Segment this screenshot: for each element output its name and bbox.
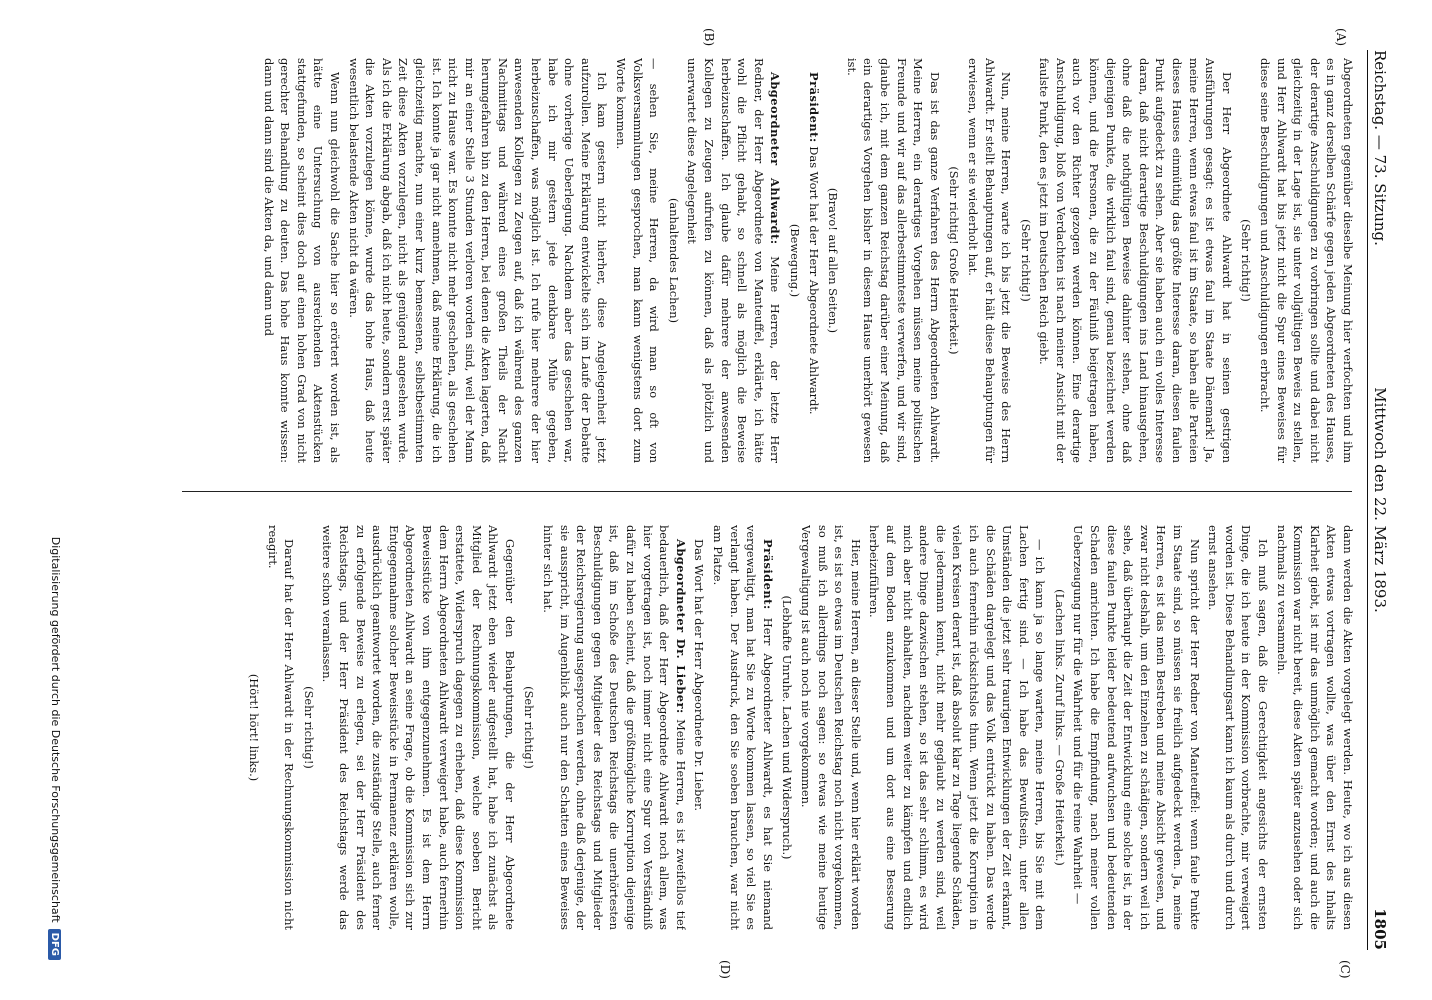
margin-mark-b: (B)	[702, 28, 716, 47]
paragraph: Abgeordneten gegenüber dieselbe Meinung hier verfochten und ihm es in ganz derselben Schärfe gegen jeden Abgeordneten des Hauses, der derartige Anschuldigungen zu vorbringen sollte und dabei nicht gleichzeitig in der Lage ist, sie unter vollgültigen Beweis zu stellen, und Herr Ahlwardt hat bis jetzt nicht die Spur eines Beweises für diese seine Beschuldigungen und Anschuldigungen erbracht.	[1258, 58, 1355, 463]
paragraph: Hier, meine Herren, an dieser Stelle und, wenn hier erklärt worden ist, es ist so etwas im Deutschen Reichstag noch nicht vorgekommen, so muß ich allerdings noch sagen: so etwas wie meine heutige Vergewaltigung ist auch noch nie vorgekommen.	[799, 525, 863, 930]
speaker-name: Präsident:	[760, 539, 775, 610]
right-column	[176, 525, 1356, 930]
paragraph: Nun spricht der Herr Redner von Manteuffel: wenn faule Punkte im Staate sind, so müssen sie freilich aufgedeckt werden. Ja, meine Herren, es ist das mein Bestreben und meine Absicht gewesen, und zwar nicht deshalb, um den Einzelnen zu schädigen, sondern weil ich sehe, daß überhaupt die Zeit der Entwicklung eine solche ist, in der diese faulen Punkte leider bedeutend aufwuchsen und bedeutenden Schaden anrichten. Ich habe die Empfindung, nach meiner vollen Ueberzeugung nur für die Wahrheit und für die reine Wahrheit —	[1071, 525, 1202, 930]
paragraph: Ich kam gestern nicht hierher, diese Angelegenheit jetzt aufzurollen. Meine Erklärung entwickelte sich im Laufe der Debatte ohne vorherige Ueberlegung. Nachdem aber das geschehen war, habe ich mir gestern jede denkbare Mühe gegeben, herbeizuschaffen, was möglich ist. Ich rufe hier mehrere der hier anwesenden Kollegen zu Zeugen auf, daß ich während des ganzen Nachmittags und während eines großen Theils der Nacht herumgefahren bin zu den Herren, bei denen die Akten lagerten, daß mir an einer Stelle 3 Stunden verloren worden sind, weil der Mann nicht zu Hause war. Es konnte nicht mehr geschehen, als geschehen ist. Ich konnte ja gar nicht annehmen, daß meine Erklärung, die ich gleichzeitig machte, nun einer kurz bemessenen, selbstbestimmten Zeit diese Akten vorzulegen, nicht als genügend angesehen wurde. Als ich die Erklärung abgab, daß ich nicht heute, sondern erst später die Akten vorzulegen könne, wurde das hohe Haus, daß heute wesentlich belastende Akten nicht da wären.	[346, 58, 610, 463]
speech-text: Das Wort hat der Herr Abgeordnete Ahlwardt.	[806, 146, 821, 415]
interjection: (Lebhafte Unruhe. Lachen und Widerspruch.)	[780, 595, 795, 860]
interjection: (anhaltendes Lachen)	[666, 197, 681, 324]
header-date: Mittwoch den 22. März 1893.	[1371, 387, 1389, 613]
paragraph: Darauf hat der Herr Ahlwardt in der Rechnungskommission nicht reagirt.	[265, 525, 297, 930]
interjection: (Lachen links. Zuruf links. — Große Heiterkeit.)	[1052, 589, 1067, 866]
speaker-name: Abgeordneter Ahlwardt:	[768, 72, 783, 245]
interjection: (Sehr richtig!)	[522, 686, 537, 769]
interjection: (Sehr richtig!)	[301, 686, 316, 769]
column-divider	[182, 491, 1352, 492]
page-number: 1805	[1371, 908, 1389, 950]
interjection: (Bewegung.)	[788, 223, 802, 298]
paragraph: Das Wort hat der Herr Abgeordnete Dr. Lieber.	[692, 539, 707, 811]
margin-mark-c: (C)	[1338, 960, 1352, 979]
paragraph: dann werden die Akten vorgelegt werden. Heute, wo ich aus diesen Akten etwas vortragen wollte, was über den Ernst des Inhalts Klarheit giebt, ist mir das unmöglich gemacht worden; und auch die Kommission war nicht bereit, diese Akten später anzusehen oder sich nachmals zu versammeln.	[1274, 525, 1355, 930]
speaker-paragraph	[805, 58, 822, 463]
speaker-paragraph	[709, 525, 775, 930]
paragraph: Das ist das ganze Verfahren des Herrn Abgeordneten Ahlwardt. Meine Herren, ein derartiges Vorgehen müssen meine politischen Freunde und wir auf das allerbestimmteste verwerfen, und wir sind, glaube ich, mit dem ganzen Reichstag darüber einer Meinung, daß ein derartiges Vorgehen bisher in diesem Hause unerhört gewesen ist.	[844, 58, 942, 463]
interjection: (Sehr richtig!)	[1018, 219, 1033, 302]
paragraph: Nun, meine Herren, warte ich bis jetzt die Beweise des Herrn Ahlwardt. Er stellt Behauptungen auf, er hält diese Behauptungen für erwiesen, wenn er sie wiederholt hat.	[965, 58, 1014, 463]
speaker-paragraph	[540, 525, 689, 930]
speech-text: Meine Herren, der letzte Herr Redner, der Herr Abgeordnete von Manteuffel, erklärte, ich hätte wohl die Pflicht gehabt, so schnell als möglich die Beweise herbeizuschaffen. Ich glaube dafür mehrere der anwesenden Kollegen zu Zeugen aufrufen zu können, daß als plötzlich und unerwartet diese Angelegenheit	[685, 58, 783, 463]
margin-mark-d: (D)	[718, 960, 732, 979]
digitization-text: Digitalisierung gefördert durch die Deutsche Forschungsgemeinschaft	[49, 536, 62, 923]
speaker-paragraph	[684, 58, 784, 463]
page-header	[1367, 50, 1398, 950]
header-left: Reichstag. — 73. Sitzung.	[1371, 50, 1389, 246]
digitization-note	[48, 0, 62, 960]
paragraph: Der Herr Abgeordnete Ahlwardt hat in seinen gestrigen Ausführungen gesagt: es ist etwas faul im Staate Dänemark! Ja, meine Herren, wenn etwas faul ist im Staate, so haben alle Parteien dieses Hauses einmüthig das größte Interesse daran, diesen faulen Punkt aufgedeckt zu sehen. Aber sie haben auch ein volles Interesse daran, daß nicht derartige Beschuldigungen ins Land hinausgehen, ohne daß die nothgültigen Beweise dahinter stehen, ohne daß diejenigen Punkte, die wirklich faul sind, genau bezeichnet werden können, und die Personen, die zu der Fäulniß beigetragen haben, auch vor den Richter gezogen werden können. Eine derartige Anschuldigung, bloß von Verdachten ist nach meiner Ansicht mit der faulste Punkt, den es jetzt im Deutschen Reich giebt.	[1037, 58, 1234, 463]
paragraph: — sehen Sie, meine Herren, da wird man so oft von Volksversammlungen gesprochen, man kann wenigstens dort zum Worte kommen.	[614, 58, 662, 463]
paragraph: — ich kann ja so lange warten, meine Herren, bis Sie mit dem Lachen fertig sind. — Ich habe das Bewußtsein, unter allen Umständen die jetzt sehr traurigen Entwicklungen der Zeit erkannt, die Schäden dargelegt und das Volk entrückt zu haben. Das werde ich auch fernerhin rücksichtslos thun. Wenn jetzt die Korruption in vielen Kreisen derart ist, daß absolut klar zu Tage liegende Schäden, die jedermann kennt, nicht mehr geglaubt zu werden sind, weil andere Dinge dazwischen stehen, so ist das sehr schlimm, es wird mich aber nicht abhalten, nachdem weiter zu kämpfen und endlich auf dem Boden anzukommen und um dort aus eine Besserung herbeizuführen.	[867, 525, 1048, 930]
margin-mark-a: (A)	[1334, 28, 1348, 47]
speech-text: Herr Abgeordneter Ahlwardt, es hat Sie niemand vergewaltigt, man hat Sie zu Worte kommen lassen, so viel Sie es verlangt haben. Der Ausdruck, den Sie soeben brauchen, war nicht am Platze.	[711, 525, 775, 930]
speaker-name: Präsident:	[806, 72, 821, 143]
interjection: (Bravo! auf allen Seiten.)	[826, 187, 841, 334]
paragraph: Wenn nun gleichwohl die Sache hier so erörtert worden ist, als hätte eine Untersuchung von ausreichenden Aktenstücken stattgefunden, so scheint dies doch auf einen hohen Grad von nicht gerechter Behandlung zu deuten. Das hohe Haus konnte wissen: dann und dann sind die Akten da, und dann und	[261, 58, 342, 463]
interjection: (Hört! hört! links.)	[247, 673, 261, 782]
interjection: (Sehr richtig!)	[1239, 219, 1254, 302]
paragraph: Ich muß sagen, daß die Gerechtigkeit angesichts der ernsten Dinge, die ich heute in der Kommission vorbrachte, mir verweigert worden ist. Diese Behandlungsart kann ich kaum als durch und durch ernst ansehen.	[1206, 525, 1271, 930]
speaker-name: Abgeordneter Dr. Lieber:	[673, 539, 688, 714]
paragraph: Gegenüber den Behauptungen, die der Herr Abgeordnete Ahlwardt jetzt eben wieder aufgestellt hat, habe ich zunächst als Mitglied der Rechnungskommission, welche soeben Bericht erstattete, Widerspruch dagegen zu erheben, daß diese Kommission dem Herrn Abgeordneten Ahlwardt verweigert habe, auch fernerhin Beweisstücke von ihm entgegenzunehmen. Es ist dem Herrn Abgeordneten Ahlwardt an seine Frage, ob die Kommission sich zur Entgegennahme solcher Beweisstücke in Permanenz erklären wolle, ausdrücklich geantwortet worden, die zuständige Stelle, auch ferner zu erfolgende Beweise zu erlegen, sei der Herr Präsident des Reichstags, und der Herr Präsident des Reichstags werde das weitere schon veranlassen.	[320, 525, 517, 930]
left-column	[176, 58, 1356, 463]
interjection: (Sehr richtig! Große Heiterkeit.)	[947, 166, 962, 355]
speech-text: Meine Herren, es ist zweifellos tief bedauerlich, daß der Herr Abgeordnete Ahlwardt noch allem, was hier vorgetragen ist, noch immer nicht eine Spur von Verständniß dafür zu haben scheint, daß die größtmögliche Korruption diejenige ist, daß im Schoße des Deutschen Reichstags die unerhörtesten Beschuldigungen gegen Mitglieder des Reichstags und Mitglieder der Reichsregierung ausgesprochen werden, ohne daß derjenige, der sie ausspricht, im Augenblick auch nur den Schatten eines Beweises hinter sich hat.	[541, 525, 688, 930]
dfg-logo: DFG	[48, 929, 61, 960]
